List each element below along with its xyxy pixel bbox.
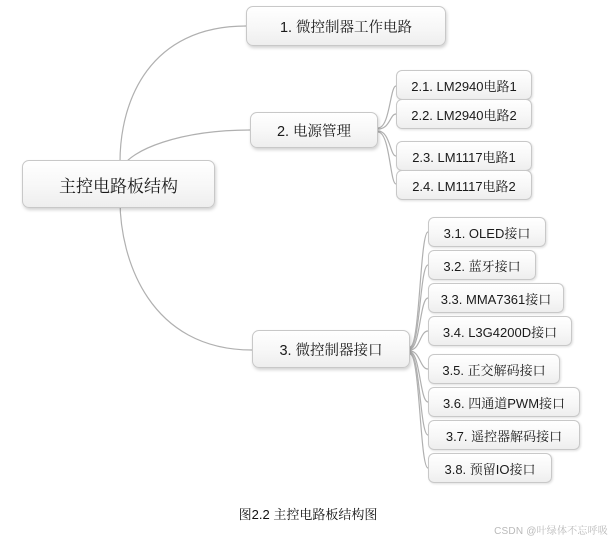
mindmap-leaf-node-3-3[interactable] (428, 283, 564, 313)
link-branch3-to-child-1 (410, 232, 428, 347)
mindmap-leaf-label-2-3: 2.3. LM1117电路1 (412, 149, 516, 165)
mindmap-branch-label-3: 3. 微控制器接口 (279, 342, 383, 359)
mindmap-leaf-label-3-6: 3.6. 四通道PWM接口 (442, 395, 566, 411)
link-branch3-to-child-8 (410, 354, 428, 468)
mindmap-leaf-label-3-4: 3.4. L3G4200D接口 (442, 324, 558, 340)
mindmap-leaf-label-2-2: 2.2. LM2940电路2 (411, 107, 517, 123)
mindmap-leaf-node-2-4[interactable] (396, 170, 532, 200)
mindmap-leaf-node-3-8[interactable] (428, 453, 552, 483)
link-root-to-branch-1 (120, 26, 246, 162)
mindmap-leaf-label-3-2: 3.2. 蓝牙接口 (443, 258, 521, 274)
link-branch3-to-child-6 (410, 352, 428, 402)
mindmap-branch-label-2: 2. 电源管理 (276, 123, 352, 140)
mindmap-branch-node-2[interactable] (250, 112, 378, 148)
link-branch2-to-child-4 (378, 132, 396, 184)
mindmap-leaf-node-3-7[interactable] (428, 420, 580, 450)
link-branch3-to-child-5 (410, 351, 428, 369)
mindmap-branch-node-3[interactable] (252, 330, 410, 368)
mindmap-leaf-node-2-1[interactable] (396, 70, 532, 100)
mindmap-root-label: 主控电路板结构 (59, 176, 178, 196)
link-branch2-to-child-2 (378, 114, 396, 129)
mindmap-leaf-label-3-3: 3.3. MMA7361接口 (440, 291, 552, 307)
mindmap-leaf-node-2-3[interactable] (396, 141, 532, 171)
link-branch2-to-child-1 (378, 86, 396, 128)
mindmap-leaf-node-2-2[interactable] (396, 99, 532, 129)
link-branch3-to-child-3 (410, 298, 428, 349)
mindmap-branch-node-1[interactable] (246, 6, 446, 46)
link-branch3-to-child-2 (410, 265, 428, 348)
mindmap-leaf-node-3-4[interactable] (428, 316, 572, 346)
mindmap-root-node[interactable] (22, 160, 215, 208)
mindmap-leaf-node-3-1[interactable] (428, 217, 546, 247)
link-root-to-branch-3 (120, 200, 252, 350)
mindmap-leaf-node-3-6[interactable] (428, 387, 580, 417)
watermark-text: CSDN @叶绿体不忘呼吸 (494, 526, 608, 537)
mindmap-leaf-label-3-5: 3.5. 正交解码接口 (442, 362, 546, 378)
link-branch2-to-child-3 (378, 131, 396, 156)
mindmap-leaf-label-3-8: 3.8. 预留IO接口 (444, 461, 536, 477)
link-branch3-to-child-7 (410, 353, 428, 435)
mindmap-leaf-label-3-1: 3.1. OLED接口 (443, 225, 531, 241)
mindmap-leaf-label-3-7: 3.7. 遥控器解码接口 (445, 428, 563, 444)
mindmap-leaf-label-2-4: 2.4. LM1117电路2 (412, 178, 516, 194)
mindmap-branch-label-1: 1. 微控制器工作电路 (279, 19, 413, 36)
mindmap-leaf-label-2-1: 2.1. LM2940电路1 (411, 78, 517, 94)
mindmap-leaf-node-3-2[interactable] (428, 250, 536, 280)
figure-caption: 图2.2 主控电路板结构图 (238, 507, 378, 522)
mindmap-leaf-node-3-5[interactable] (428, 354, 560, 384)
link-branch3-to-child-4 (410, 331, 428, 350)
